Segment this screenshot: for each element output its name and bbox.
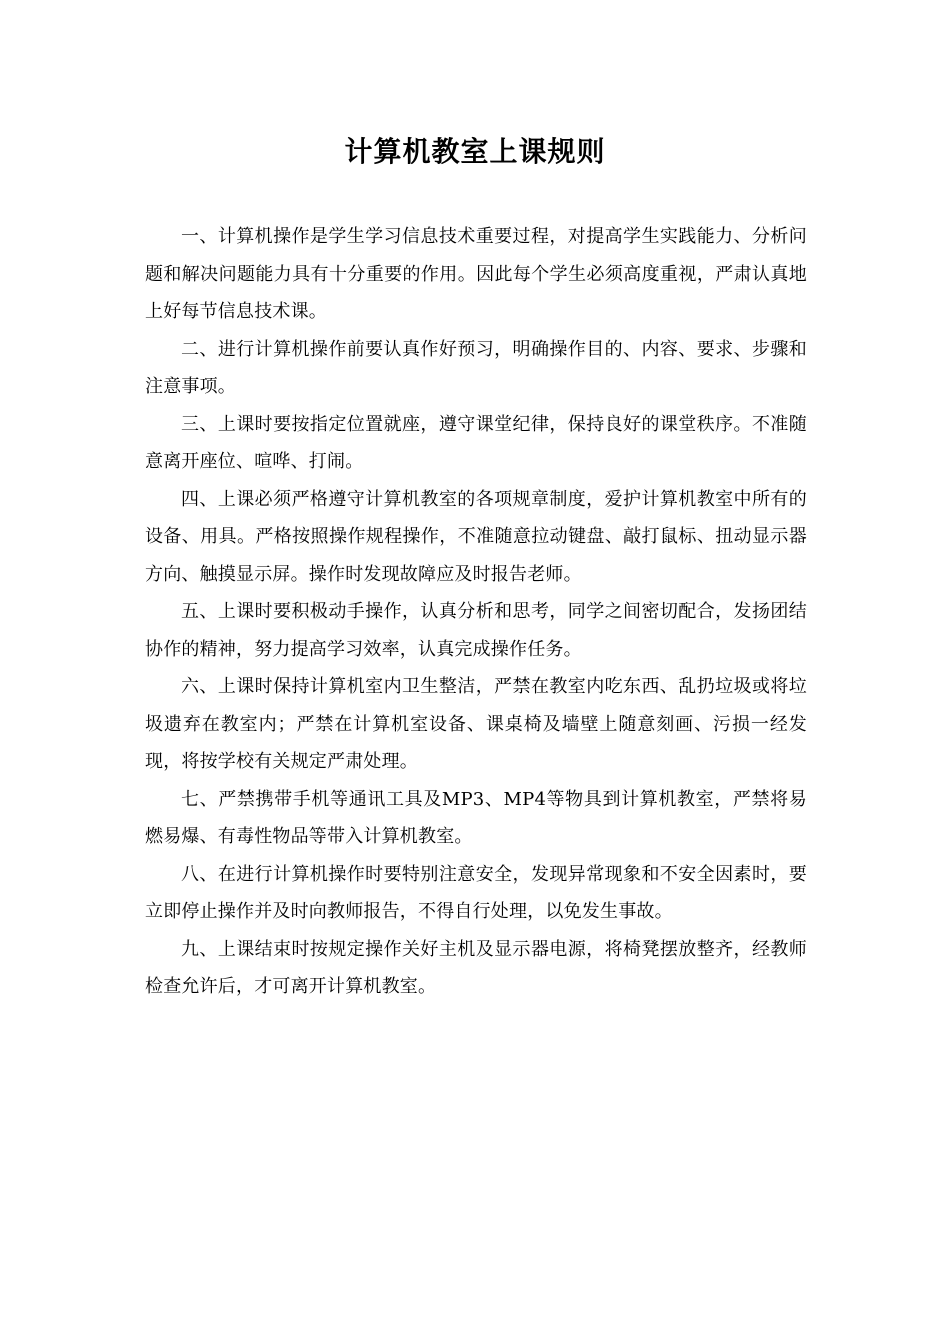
document-title: 计算机教室上课规则 [344,135,606,168]
rule-paragraph-2: 二、进行计算机操作前要认真作好预习，明确操作目的、内容、要求、步骤和注意事项。 [145,338,807,397]
rule-paragraph-3: 三、上课时要按指定位置就座，遵守课堂纪律，保持良好的课堂秩序。不准随意离开座位、喧哗、打闹。 [145,413,807,472]
rule-paragraph-4: 四、上课必须严格遵守计算机教室的各项规章制度，爱护计算机教室中所有的设备、用具。严格按照操作规程操作，不准随意拉动键盘、敲打鼠标、扭动显示器方向、触摸显示屏。操作时发现故障应及时报告老师。 [145,488,807,585]
rule-paragraph-6: 六、上课时保持计算机室内卫生整洁，严禁在教室内吃东西、乱扔垃圾或将垃圾遗弃在教室内；严禁在计算机室设备、课桌椅及墙壁上随意刻画、污损一经发现，将按学校有关规定严肃处理。 [145,676,807,772]
rule-paragraph-7: 七、严禁携带手机等通讯工具及MP3、MP4等物具到计算机教室，严禁将易燃易爆、有毒性物品等带入计算机教室。 [145,788,807,847]
rule-paragraph-8: 八、在进行计算机操作时要特别注意安全，发现异常现象和不安全因素时，要立即停止操作并及时向教师报告，不得自行处理，以免发生事故。 [145,863,807,922]
rule-paragraph-5: 五、上课时要积极动手操作，认真分析和思考，同学之间密切配合，发扬团结协作的精神，努力提高学习效率，认真完成操作任务。 [145,601,807,660]
document-body [145,218,807,1006]
rule-paragraph-1: 一、计算机操作是学生学习信息技术重要过程，对提高学生实践能力、分析问题和解决问题能力具有十分重要的作用。因此每个学生必须高度重视，严肃认真地上好每节信息技术课。 [145,226,807,322]
rule-paragraph-9: 九、上课结束时按规定操作关好主机及显示器电源，将椅凳摆放整齐，经教师检查允许后，才可离开计算机教室。 [145,938,807,997]
